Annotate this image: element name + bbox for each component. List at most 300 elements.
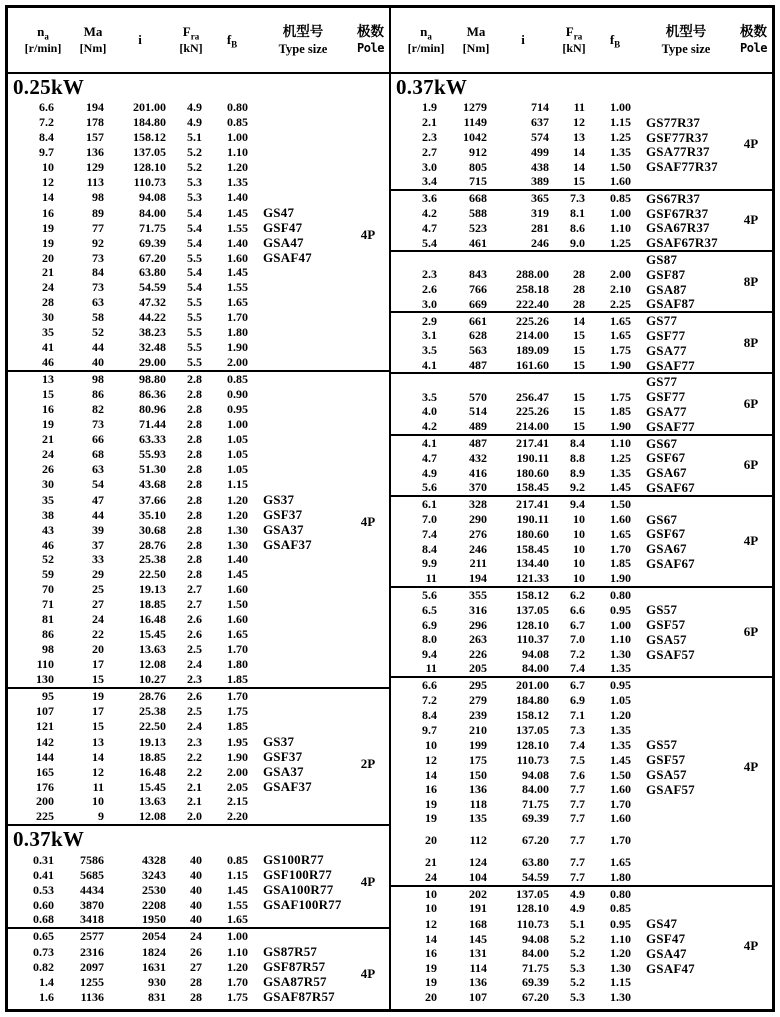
power-section-title: 0.37kW (396, 74, 468, 99)
ratio-cell: 51.30 (139, 462, 166, 476)
radial-force-cell: 5.5 (187, 250, 202, 265)
speed-cell: 4.1 (422, 436, 437, 451)
table-row (8, 355, 389, 370)
ratio-cell: 94.08 (522, 931, 549, 946)
torque-cell: 73 (92, 417, 104, 431)
torque-cell: 194 (469, 570, 487, 585)
torque-cell: 461 (469, 235, 487, 250)
service-factor-cell: 1.50 (227, 597, 248, 611)
torque-cell: 279 (469, 693, 487, 708)
speed-cell: 10 (425, 901, 437, 916)
table-row (391, 144, 772, 159)
service-factor-cell: 1.30 (610, 990, 631, 1005)
radial-force-cell: 2.3 (187, 672, 202, 686)
spec-group (391, 495, 772, 586)
table-row (391, 235, 772, 250)
speed-cell: 130 (36, 672, 54, 686)
table-row (391, 752, 772, 767)
type-size-cell: GS57 (646, 602, 678, 618)
speed-cell: 20 (425, 990, 437, 1005)
type-size-cell: GSF57 (646, 752, 686, 768)
torque-cell: 136 (469, 975, 487, 990)
radial-force-cell: 7.2 (570, 647, 585, 662)
speed-cell: 11 (425, 570, 437, 585)
speed-cell: 6.5 (422, 602, 437, 617)
ratio-cell: 281 (531, 220, 549, 235)
ratio-cell: 2208 (142, 897, 166, 912)
torque-cell: 2097 (80, 959, 104, 974)
ratio-cell: 158.45 (516, 541, 549, 556)
column-header-pole: 极数 Pole (357, 24, 384, 55)
radial-force-cell: 2.5 (187, 642, 202, 656)
speed-cell: 4.1 (422, 358, 437, 373)
ratio-cell: 180.60 (516, 526, 549, 541)
speed-cell: 142 (36, 734, 54, 749)
ratio-cell: 25.38 (139, 552, 166, 566)
service-factor-cell: 1.65 (227, 295, 248, 309)
spec-group (391, 676, 772, 884)
table-row (8, 582, 389, 597)
ratio-cell: 15.45 (139, 627, 166, 641)
table-row (8, 265, 389, 280)
torque-cell: 33 (92, 552, 104, 566)
speed-cell: 14 (425, 931, 437, 946)
service-factor-cell: 1.40 (227, 190, 248, 204)
ratio-cell: 110.73 (133, 175, 166, 189)
type-size-cell: GSA67R37 (646, 220, 710, 236)
type-size-cell: GSA87 (646, 281, 687, 297)
catalog-page (5, 5, 775, 1012)
speed-cell: 24 (42, 447, 54, 461)
service-factor-cell: 0.80 (610, 886, 631, 901)
torque-cell: 523 (469, 220, 487, 235)
radial-force-cell: 2.8 (187, 507, 202, 522)
table-row (391, 450, 772, 465)
service-factor-cell: 1.70 (610, 541, 631, 556)
torque-cell: 226 (469, 647, 487, 662)
service-factor-cell: 1.60 (610, 782, 631, 797)
pole-label: 4P (360, 874, 376, 889)
service-factor-cell: 0.80 (610, 587, 631, 602)
ratio-cell: 319 (531, 206, 549, 221)
table-body-right (391, 74, 772, 1009)
speed-cell: 0.31 (33, 852, 54, 867)
speed-cell: 107 (36, 704, 54, 718)
ratio-cell: 201.00 (133, 100, 166, 114)
table-row (391, 693, 772, 708)
ratio-cell: 389 (531, 173, 549, 188)
table-row (391, 811, 772, 826)
ratio-cell: 38.23 (139, 325, 166, 339)
type-size-cell: GSAF47 (263, 250, 312, 265)
ratio-cell: 71.75 (139, 220, 166, 235)
service-factor-cell: 1.70 (227, 974, 248, 989)
radial-force-cell: 2.6 (187, 627, 202, 641)
table-row (391, 282, 772, 297)
torque-cell: 40 (92, 355, 104, 369)
table-row (391, 916, 772, 931)
type-size-cell: GS67R37 (646, 190, 701, 206)
service-factor-cell: 1.20 (610, 946, 631, 961)
torque-cell: 843 (469, 267, 487, 282)
table-row (8, 507, 389, 522)
ratio-cell: 2530 (142, 882, 166, 897)
power-section-title: 0.37kW (13, 826, 85, 851)
radial-force-cell: 5.5 (187, 325, 202, 339)
type-size-cell: GS47 (646, 916, 678, 932)
speed-cell: 9.7 (39, 145, 54, 159)
speed-cell: 10 (425, 886, 437, 901)
ratio-cell: 110.37 (516, 632, 549, 647)
radial-force-cell: 40 (190, 882, 202, 897)
ratio-cell: 201.00 (516, 678, 549, 693)
ratio-cell: 222.40 (516, 296, 549, 311)
radial-force-cell: 9.0 (570, 235, 585, 250)
torque-cell: 82 (92, 402, 104, 416)
torque-cell: 129 (86, 160, 104, 174)
radial-force-cell: 7.7 (570, 796, 585, 811)
table-row (8, 749, 389, 764)
service-factor-cell: 1.90 (610, 570, 631, 585)
radial-force-cell: 9.2 (570, 480, 585, 495)
service-factor-cell: 1.35 (610, 661, 631, 676)
service-factor-cell: 1.65 (227, 912, 248, 926)
type-size-cell: GS77R37 (646, 114, 701, 130)
ratio-cell: 161.60 (516, 358, 549, 373)
radial-force-cell: 24 (190, 929, 202, 943)
ratio-cell: 128.10 (516, 901, 549, 916)
radial-force-cell: 5.3 (187, 175, 202, 189)
torque-cell: 84 (92, 265, 104, 279)
table-row (8, 145, 389, 160)
torque-cell: 37 (92, 537, 104, 552)
radial-force-cell: 6.9 (570, 693, 585, 708)
ratio-cell: 67.20 (522, 990, 549, 1005)
column-header-radial-force: $F_{ra}$ [kN] (179, 23, 203, 55)
type-size-cell: GSAF77 (646, 418, 695, 434)
ratio-cell: 84.00 (522, 782, 549, 797)
table-header (8, 8, 389, 74)
torque-cell: 12 (92, 764, 104, 779)
table-row (391, 313, 772, 328)
service-factor-cell: 1.80 (227, 657, 248, 671)
service-factor-cell: 1.40 (227, 235, 248, 250)
speed-cell: 1.9 (422, 100, 437, 114)
radial-force-cell: 2.8 (187, 492, 202, 507)
torque-cell: 194 (86, 100, 104, 114)
radial-force-cell: 5.4 (187, 205, 202, 220)
column-header-type-size: 机型号 Type size (278, 24, 328, 56)
service-factor-cell: 1.25 (610, 130, 631, 145)
torque-cell: 77 (92, 220, 104, 235)
speed-cell: 6.1 (422, 496, 437, 511)
type-size-cell: GS37 (263, 734, 295, 749)
table-row (8, 130, 389, 145)
type-size-cell: GSA67 (646, 465, 687, 481)
torque-cell: 175 (469, 752, 487, 767)
column-header-torque: Ma [Nm] (79, 23, 107, 55)
table-row (8, 477, 389, 492)
type-size-cell: GSAF100R77 (263, 897, 342, 912)
radial-force-cell: 2.1 (187, 779, 202, 794)
radial-force-cell: 2.8 (187, 567, 202, 581)
table-row (391, 931, 772, 946)
torque-cell: 290 (469, 512, 487, 527)
radial-force-cell: 40 (190, 852, 202, 867)
ratio-cell: 214.00 (516, 419, 549, 434)
table-row (391, 159, 772, 174)
table-row (8, 612, 389, 627)
table-row (8, 295, 389, 310)
radial-force-cell: 8.4 (570, 436, 585, 451)
ratio-cell: 137.05 (133, 145, 166, 159)
ratio-cell: 69.39 (139, 235, 166, 250)
torque-cell: 210 (469, 722, 487, 737)
speed-cell: 14 (425, 767, 437, 782)
service-factor-cell: 1.10 (227, 145, 248, 159)
ratio-cell: 137.05 (516, 886, 549, 901)
torque-cell: 355 (469, 587, 487, 602)
ratio-cell: 84.00 (522, 946, 549, 961)
service-factor-cell: 1.45 (227, 567, 248, 581)
radial-force-cell: 4.9 (187, 100, 202, 114)
torque-cell: 661 (469, 313, 487, 328)
ratio-cell: 71.75 (522, 961, 549, 976)
torque-cell: 22 (92, 627, 104, 641)
service-factor-cell: 1.90 (227, 749, 248, 764)
radial-force-cell: 2.7 (187, 582, 202, 596)
radial-force-cell: 8.6 (570, 220, 585, 235)
ratio-cell: 84.00 (139, 205, 166, 220)
radial-force-cell: 7.0 (570, 632, 585, 647)
service-factor-cell: 1.55 (227, 897, 248, 912)
ratio-cell: 18.85 (139, 749, 166, 764)
torque-cell: 1042 (463, 130, 487, 145)
torque-cell: 29 (92, 567, 104, 581)
spec-group (391, 372, 772, 433)
torque-cell: 514 (469, 404, 487, 419)
spec-group (391, 250, 772, 311)
service-factor-cell: 1.60 (227, 582, 248, 596)
ratio-cell: 158.45 (516, 480, 549, 495)
torque-cell: 135 (469, 811, 487, 826)
radial-force-cell: 2.8 (187, 387, 202, 401)
radial-force-cell: 11 (573, 100, 585, 114)
ratio-cell: 831 (148, 989, 166, 1004)
service-factor-cell: 1.10 (610, 436, 631, 451)
speed-cell: 10 (425, 737, 437, 752)
speed-cell: 3.5 (422, 389, 437, 404)
service-factor-cell: 1.20 (610, 707, 631, 722)
speed-cell: 4.0 (422, 404, 437, 419)
radial-force-cell: 13 (573, 130, 585, 145)
service-factor-cell: 1.35 (610, 722, 631, 737)
ratio-cell: 16.48 (139, 612, 166, 626)
torque-cell: 1255 (80, 974, 104, 989)
table-row (391, 328, 772, 343)
radial-force-cell: 15 (573, 173, 585, 188)
table-row (391, 296, 772, 311)
torque-cell: 114 (469, 961, 487, 976)
speed-cell: 15 (42, 387, 54, 401)
speed-cell: 16 (425, 946, 437, 961)
table-row (391, 855, 772, 870)
service-factor-cell: 1.35 (227, 175, 248, 189)
service-factor-cell: 1.15 (610, 115, 631, 130)
speed-cell: 70 (42, 582, 54, 596)
type-size-cell: GSAF57 (646, 646, 695, 662)
radial-force-cell: 6.2 (570, 587, 585, 602)
torque-cell: 25 (92, 582, 104, 596)
ratio-cell: 69.39 (522, 811, 549, 826)
service-factor-cell: 1.65 (610, 328, 631, 343)
service-factor-cell: 1.20 (227, 492, 248, 507)
torque-cell: 2577 (80, 929, 104, 943)
table-row (391, 678, 772, 693)
torque-cell: 191 (469, 901, 487, 916)
type-size-cell: GSF37 (263, 749, 303, 764)
radial-force-cell: 2.0 (187, 809, 202, 823)
speed-cell: 71 (42, 597, 54, 611)
torque-cell: 52 (92, 325, 104, 339)
service-factor-cell: 0.95 (610, 602, 631, 617)
table-row (8, 719, 389, 734)
torque-cell: 124 (469, 855, 487, 870)
type-size-cell: GSAF77R37 (646, 159, 718, 175)
speed-cell: 0.68 (33, 912, 54, 926)
speed-cell: 13 (42, 372, 54, 386)
speed-cell: 4.2 (422, 419, 437, 434)
torque-cell: 912 (469, 144, 487, 159)
service-factor-cell: 1.65 (227, 627, 248, 641)
service-factor-cell: 1.15 (610, 975, 631, 990)
type-size-cell: GS67 (646, 435, 678, 451)
service-factor-cell: 0.95 (610, 678, 631, 693)
table-row (391, 647, 772, 662)
speed-cell: 16 (42, 205, 54, 220)
torque-cell: 668 (469, 191, 487, 206)
service-factor-cell: 1.35 (610, 737, 631, 752)
ratio-cell: 1824 (142, 944, 166, 959)
table-row (391, 632, 772, 647)
torque-cell: 73 (92, 280, 104, 294)
torque-cell: 328 (469, 496, 487, 511)
radial-force-cell: 6.7 (570, 678, 585, 693)
service-factor-cell: 1.90 (610, 419, 631, 434)
ratio-cell: 184.80 (133, 115, 166, 129)
table-row (391, 512, 772, 527)
table-row (391, 465, 772, 480)
radial-force-cell: 8.9 (570, 465, 585, 480)
torque-cell: 263 (469, 632, 487, 647)
service-factor-cell: 0.85 (227, 115, 248, 129)
ratio-cell: 84.00 (522, 661, 549, 676)
radial-force-cell: 10 (573, 541, 585, 556)
table-row (8, 100, 389, 115)
torque-cell: 54 (92, 477, 104, 491)
torque-cell: 39 (92, 522, 104, 537)
torque-cell: 92 (92, 235, 104, 250)
table-row (8, 115, 389, 130)
torque-cell: 370 (469, 480, 487, 495)
radial-force-cell: 2.8 (187, 462, 202, 476)
ratio-cell: 10.27 (139, 672, 166, 686)
speed-cell: 9.4 (422, 647, 437, 662)
ratio-cell: 184.80 (516, 693, 549, 708)
service-factor-cell: 1.60 (227, 250, 248, 265)
ratio-cell: 16.48 (139, 764, 166, 779)
pole-label: 4P (743, 937, 759, 953)
ratio-cell: 43.68 (139, 477, 166, 491)
service-factor-cell: 2.15 (227, 794, 248, 808)
type-size-cell: GSAF67 (646, 555, 695, 571)
radial-force-cell: 5.3 (187, 190, 202, 204)
ratio-cell: 28.76 (139, 537, 166, 552)
service-factor-cell: 2.20 (227, 809, 248, 823)
torque-cell: 316 (469, 602, 487, 617)
ratio-cell: 365 (531, 191, 549, 206)
pole-label: 4P (743, 212, 759, 228)
radial-force-cell: 4.9 (570, 901, 585, 916)
radial-force-cell: 2.4 (187, 719, 202, 733)
speed-cell: 16 (42, 402, 54, 416)
table-row (8, 432, 389, 447)
speed-cell: 30 (42, 310, 54, 324)
service-factor-cell: 1.15 (227, 867, 248, 882)
type-size-cell: GS77 (646, 313, 678, 329)
spec-group (8, 927, 389, 1004)
power-section (391, 74, 772, 1005)
speed-cell: 7.2 (39, 115, 54, 129)
speed-cell: 21 (42, 432, 54, 446)
radial-force-cell: 10 (573, 570, 585, 585)
ratio-cell: 637 (531, 115, 549, 130)
type-size-cell: GSA77 (646, 403, 687, 419)
radial-force-cell: 7.1 (570, 707, 585, 722)
speed-cell: 144 (36, 749, 54, 764)
torque-cell: 20 (92, 642, 104, 656)
torque-cell: 13 (92, 734, 104, 749)
service-factor-cell: 1.35 (610, 465, 631, 480)
torque-cell: 211 (469, 556, 487, 571)
radial-force-cell: 15 (573, 419, 585, 434)
table-row (8, 280, 389, 295)
ratio-cell: 134.40 (516, 556, 549, 571)
table-row (8, 867, 389, 882)
torque-cell: 157 (86, 130, 104, 144)
table-row (8, 929, 389, 944)
torque-cell: 563 (469, 343, 487, 358)
torque-cell: 145 (469, 931, 487, 946)
table-row (8, 989, 389, 1004)
table-row (8, 402, 389, 417)
table-row (8, 704, 389, 719)
speed-cell: 8.4 (39, 130, 54, 144)
service-factor-cell: 1.55 (227, 220, 248, 235)
type-size-cell: GSF77R37 (646, 129, 709, 145)
service-factor-cell: 1.85 (610, 556, 631, 571)
table-row (8, 175, 389, 190)
type-size-cell: GSAF67 (646, 479, 695, 495)
torque-cell: 4434 (80, 882, 104, 897)
speed-cell: 19 (425, 796, 437, 811)
torque-cell: 89 (92, 205, 104, 220)
table-row (8, 959, 389, 974)
torque-cell: 44 (92, 340, 104, 354)
radial-force-cell: 5.2 (570, 975, 585, 990)
table-row (8, 325, 389, 340)
radial-force-cell: 7.7 (570, 855, 585, 870)
